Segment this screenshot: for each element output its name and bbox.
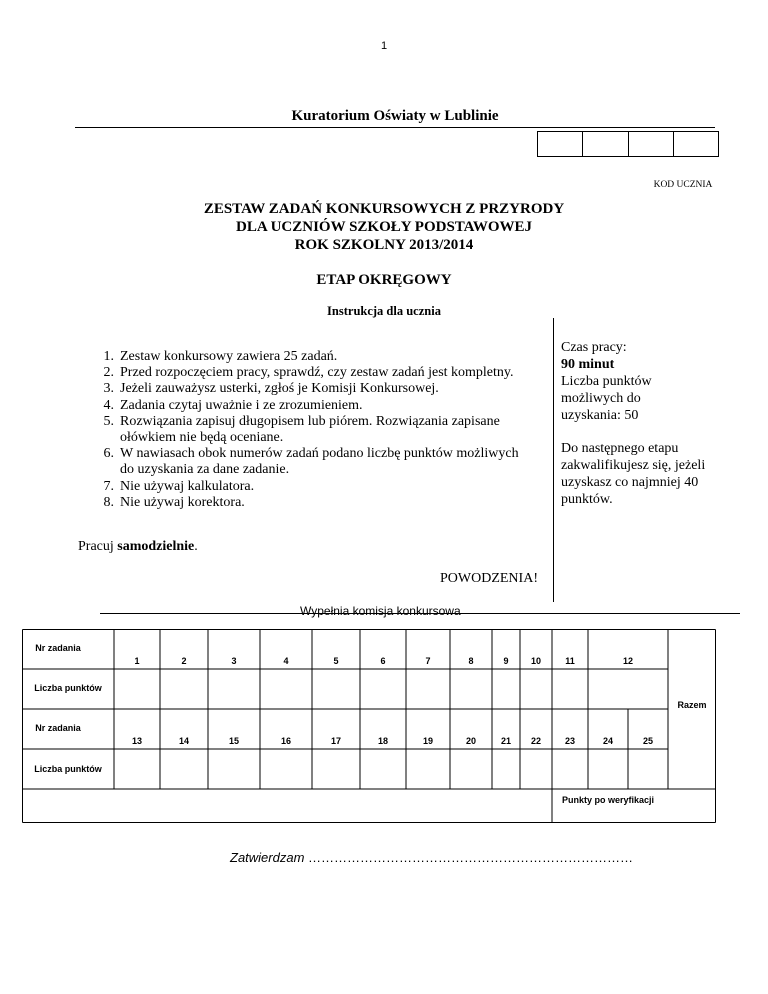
code-cell[interactable]: [538, 132, 583, 156]
task-number: 7: [425, 656, 431, 666]
task-number: 24: [602, 736, 614, 746]
score-table: [22, 629, 716, 823]
page-number: 1: [380, 40, 388, 52]
task-number: 20: [465, 736, 477, 746]
task-number: 3: [231, 656, 237, 666]
committee-label: Wypełnia komisja konkursowa: [300, 604, 461, 618]
task-label-2: Nr zadania: [35, 723, 81, 733]
rule-item: 6. W nawiasach obok numerów zadań podano liczbę punktów możliwych do uzyskania za dane zadanie.: [103, 446, 519, 478]
side-info: [561, 339, 741, 508]
total-label: Razem: [677, 700, 707, 710]
score-table-grid: [22, 629, 716, 823]
rule-item: 8. Nie używaj korektora.: [103, 494, 245, 510]
task-number: 16: [280, 736, 292, 746]
rules-list: [96, 349, 536, 511]
points-info: Liczba punktów możliwych do uzyskania: 50: [561, 374, 652, 423]
divider: [553, 318, 554, 602]
task-number: 6: [380, 656, 386, 666]
task-number: 10: [530, 656, 542, 666]
title-line-3: ROK SZKOLNY 2013/2014: [294, 237, 474, 253]
code-label: KOD UCZNIA: [653, 180, 713, 190]
header-title: Kuratorium Oświaty w Lublinie: [291, 108, 499, 124]
title-line-2: DLA UCZNIÓW SZKOŁY PODSTAWOWEJ: [235, 219, 533, 235]
task-number: 22: [530, 736, 542, 746]
rule-item: 4. Zadania czytaj uważnie i ze zrozumieniem.: [103, 397, 363, 413]
task-number: 8: [468, 656, 474, 666]
points-label-1: Liczba punktów: [34, 683, 102, 693]
title-line-1: ZESTAW ZADAŃ KONKURSOWYCH Z PRZYRODY: [203, 201, 565, 217]
approval-line: Zatwierdzam …………………………………………………………………: [230, 850, 634, 865]
task-number: 12: [622, 656, 634, 666]
rule-item: 2. Przed rozpoczęciem pracy, sprawdź, czy zestaw zadań jest kompletny.: [103, 365, 514, 381]
rule-item: 1. Zestaw konkursowy zawiera 25 zadań.: [103, 349, 338, 364]
rule-item: 3. Jeżeli zauważysz usterki, zgłoś je Komisji Konkursowej.: [103, 381, 439, 397]
student-code-box[interactable]: [537, 131, 719, 157]
task-number: 18: [377, 736, 389, 746]
points-label-2: Liczba punktów: [34, 764, 102, 774]
task-number: 21: [500, 736, 512, 746]
code-cell[interactable]: [629, 132, 674, 156]
task-number: 13: [131, 736, 143, 746]
task-number: 5: [333, 656, 339, 666]
task-number: 2: [181, 656, 187, 666]
task-number: 11: [565, 656, 575, 666]
instructions-heading: Instrukcja dla ucznia: [327, 304, 441, 318]
time-value: 90 minut: [561, 357, 615, 372]
self-work-note: Pracuj samodzielnie.: [78, 539, 198, 554]
rule-item: 7. Nie używaj kalkulatora.: [103, 478, 255, 494]
task-number: 17: [330, 736, 342, 746]
header-rule: [75, 127, 715, 128]
grid-lines: [23, 630, 716, 823]
task-number: 23: [564, 736, 576, 746]
rule-item: 5. Rozwiązania zapisuj długopisem lub piórem. Rozwiązania zapisane ołówkiem nie będą oceniane.: [103, 413, 500, 446]
task-number: 25: [642, 736, 654, 746]
code-cell[interactable]: [583, 132, 628, 156]
task-number: 19: [422, 736, 434, 746]
code-cell[interactable]: [674, 132, 718, 156]
good-luck: POWODZENIA!: [440, 571, 538, 586]
time-label: Czas pracy:: [561, 340, 627, 355]
task-number: 4: [283, 656, 289, 666]
task-number: 9: [503, 656, 509, 666]
qualify-info: Do następnego etapu zakwalifikujesz się, jeżeli uzyskasz co najmniej 40 punktów.: [561, 441, 706, 507]
task-number: 1: [134, 656, 140, 666]
task-number: 14: [178, 736, 190, 746]
verified-label: Punkty po weryfikacji: [561, 795, 655, 805]
task-number: 15: [228, 736, 240, 746]
stage-title: ETAP OKRĘGOWY: [316, 272, 452, 288]
task-label-1: Nr zadania: [35, 643, 81, 653]
